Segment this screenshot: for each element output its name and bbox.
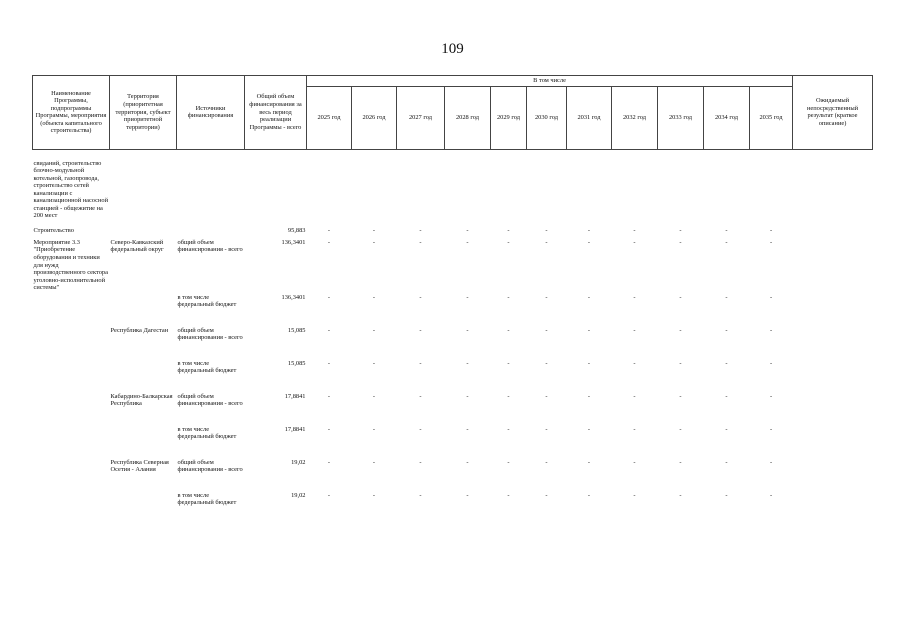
row-name-cell: [33, 326, 110, 359]
header-year: 2026 год: [352, 86, 397, 149]
row-year-cell: -: [507, 238, 510, 246]
row-year-cell: -: [372, 458, 376, 466]
row-year-cell: -: [466, 392, 469, 400]
header-name: Наименование Программы, подпрограммы Программы, мероприятия (объекта капитального строительства): [33, 76, 110, 150]
header-territory: Территория (приоритетная территория, субъект приоритетной территории): [110, 76, 177, 150]
header-total: Общий объем финансирования за весь период реализации Программы - всего: [245, 76, 307, 150]
table-row: [33, 326, 873, 359]
row-result-cell: [793, 458, 873, 491]
row-territory-cell: [110, 359, 177, 392]
row-year-cell: -: [725, 458, 728, 466]
row-year-cell: -: [679, 293, 682, 301]
row-year-cell: -: [633, 226, 636, 234]
row-year-cell: -: [466, 238, 469, 246]
row-year-cell: -: [633, 425, 636, 433]
row-result-cell: [793, 425, 873, 458]
row-total-cell: 136,3401: [281, 293, 306, 301]
row-year-cell: -: [507, 326, 510, 334]
row-year-cell: -: [507, 392, 510, 400]
row-territory-cell: [110, 293, 177, 326]
row-year-cell: -: [327, 326, 331, 334]
header-year: 2032 год: [612, 86, 658, 149]
row-year-cell: -: [545, 359, 548, 367]
table-row: [33, 392, 873, 425]
row-result-cell: [793, 293, 873, 326]
table-row: [33, 226, 873, 238]
row-territory-cell: [110, 226, 177, 238]
row-year-cell: -: [419, 392, 422, 400]
row-year-cell: -: [769, 226, 773, 234]
row-year-cell: -: [679, 238, 682, 246]
table-row: [33, 425, 873, 458]
row-year-cell: -: [419, 458, 422, 466]
row-year-cell: -: [466, 458, 469, 466]
row-total-cell: 95,883: [287, 226, 306, 234]
row-result-cell: [793, 238, 873, 293]
row-name-cell: [33, 293, 110, 326]
table-row: [33, 491, 873, 524]
row-name-cell: [33, 392, 110, 425]
row-source-cell: в том числе федеральный бюджет: [177, 491, 237, 507]
header-year: 2029 год: [491, 86, 527, 149]
row-name-cell: [33, 425, 110, 458]
row-year-cell: -: [466, 425, 469, 433]
row-year-cell: -: [507, 359, 510, 367]
row-year-cell: -: [679, 226, 682, 234]
row-year-cell: -: [545, 293, 548, 301]
row-total-cell: 19,02: [291, 458, 306, 466]
row-year-cell: -: [327, 238, 331, 246]
row-year-cell: -: [327, 392, 331, 400]
row-year-cell: -: [725, 293, 728, 301]
row-year-cell: -: [372, 293, 376, 301]
row-total-cell: 17,8841: [284, 425, 306, 433]
row-source-cell: в том числе федеральный бюджет: [177, 359, 237, 375]
row-year-cell: -: [419, 491, 422, 499]
row-year-cell: -: [679, 326, 682, 334]
header-year: 2031 год: [567, 86, 612, 149]
row-year-cell: -: [769, 425, 773, 433]
row-year-cell: -: [466, 359, 469, 367]
header-year: 2028 год: [445, 86, 491, 149]
financing-table: [32, 75, 873, 524]
row-result-cell: [793, 392, 873, 425]
row-year-cell: -: [507, 425, 510, 433]
row-year-cell: -: [545, 425, 548, 433]
row-territory-cell: Кабардино-Балкарская Республика: [110, 392, 173, 408]
row-territory-cell: Республика Дагестан: [110, 326, 169, 334]
row-territory-cell: Северо-Кавказский федеральный округ: [110, 238, 164, 254]
row-year-cell: -: [725, 491, 728, 499]
row-year-cell: -: [466, 226, 469, 234]
row-year-cell: -: [419, 226, 422, 234]
header-including: В том числе: [307, 76, 793, 87]
row-year-cell: -: [327, 425, 331, 433]
row-year-cell: -: [372, 425, 376, 433]
row-year-cell: -: [679, 359, 682, 367]
row-year-cell: -: [633, 293, 636, 301]
row-year-cell: -: [769, 326, 773, 334]
row-year-cell: -: [587, 326, 591, 334]
header-year: 2035 год: [750, 86, 793, 149]
row-year-cell: -: [327, 359, 331, 367]
row-year-cell: -: [587, 238, 591, 246]
row-year-cell: -: [372, 326, 376, 334]
row-year-cell: -: [679, 392, 682, 400]
row-year-cell: -: [419, 425, 422, 433]
row-year-cell: -: [507, 226, 510, 234]
row-total-cell: 15,085: [287, 326, 306, 334]
row-year-cell: -: [507, 458, 510, 466]
row-name-cell: Строительство: [33, 226, 74, 234]
row-result-cell: [793, 326, 873, 359]
row-year-cell: -: [769, 238, 773, 246]
row-year-cell: -: [587, 491, 591, 499]
row-source-cell: общий объем финансирования - всего: [177, 392, 243, 408]
header-year: 2025 год: [307, 86, 352, 149]
row-year-cell: -: [769, 458, 773, 466]
row-year-cell: -: [769, 359, 773, 367]
table-row: [33, 149, 873, 226]
row-year-cell: -: [466, 293, 469, 301]
row-year-cell: -: [725, 226, 728, 234]
row-name-cell: [33, 359, 110, 392]
row-year-cell: -: [372, 392, 376, 400]
row-year-cell: -: [725, 425, 728, 433]
row-year-cell: -: [419, 359, 422, 367]
row-territory-cell: [110, 425, 177, 458]
table-row: [33, 238, 873, 293]
row-year-cell: -: [679, 491, 682, 499]
row-year-cell: -: [725, 359, 728, 367]
header-year: 2030 год: [527, 86, 567, 149]
header-year: 2027 год: [397, 86, 445, 149]
table-row: [33, 458, 873, 491]
row-year-cell: -: [587, 458, 591, 466]
row-year-cell: -: [679, 458, 682, 466]
row-year-cell: -: [725, 326, 728, 334]
page-number: 109: [441, 41, 464, 57]
row-name-cell: [33, 491, 110, 524]
row-year-cell: -: [679, 425, 682, 433]
row-year-cell: -: [633, 238, 636, 246]
header-source: Источники финансирования: [177, 76, 245, 150]
table-row: [33, 293, 873, 326]
row-territory-cell: [110, 491, 177, 524]
row-year-cell: -: [545, 491, 548, 499]
row-year-cell: -: [587, 226, 591, 234]
table-row: [33, 359, 873, 392]
row-year-cell: -: [372, 359, 376, 367]
row-source-cell: общий объем финансирования - всего: [177, 326, 243, 342]
row-name-cell: [33, 458, 110, 491]
row-year-cell: -: [587, 392, 591, 400]
row-year-cell: -: [633, 326, 636, 334]
row-year-cell: -: [419, 326, 422, 334]
row-year-cell: -: [633, 359, 636, 367]
row-year-cell: -: [372, 226, 376, 234]
row-year-cell: -: [725, 392, 728, 400]
row-result-cell: [793, 491, 873, 524]
row-year-cell: -: [587, 359, 591, 367]
row-year-cell: -: [769, 293, 773, 301]
row-year-cell: -: [545, 226, 548, 234]
row-year-cell: -: [769, 491, 773, 499]
row-year-cell: -: [633, 491, 636, 499]
row-source-cell: [177, 226, 245, 238]
row-year-cell: -: [466, 326, 469, 334]
header-year: 2033 год: [658, 86, 704, 149]
row-result-cell: [793, 359, 873, 392]
row-year-cell: -: [327, 293, 331, 301]
row-total-cell: 15,085: [287, 359, 306, 367]
row-year-cell: -: [587, 293, 591, 301]
row-total-cell: 17,8841: [284, 392, 306, 400]
row-year-cell: -: [327, 491, 331, 499]
row-source-cell: в том числе федеральный бюджет: [177, 293, 237, 309]
row-name-cell: свиданий, строительство блочно-модульной котельной, газопровода, строительство сетей канализации с канализационной насосной станцией - общежитие на 200 мест: [33, 159, 109, 220]
row-year-cell: -: [507, 491, 510, 499]
row-year-cell: -: [545, 392, 548, 400]
table-body: [33, 149, 873, 524]
header-result: Ожидаемый непосредственный результат (краткое описание): [793, 76, 873, 150]
row-year-cell: -: [769, 392, 773, 400]
table-header: [33, 76, 873, 150]
header-year: 2034 год: [704, 86, 750, 149]
row-year-cell: -: [545, 238, 548, 246]
row-source-cell: общий объем финансирования - всего: [177, 458, 243, 474]
empty-cell: [110, 149, 873, 226]
row-year-cell: -: [466, 491, 469, 499]
row-year-cell: -: [327, 226, 331, 234]
row-territory-cell: Республика Северная Осетия - Алания: [110, 458, 169, 474]
row-source-cell: в том числе федеральный бюджет: [177, 425, 237, 441]
row-year-cell: -: [545, 458, 548, 466]
row-total-cell: 19,02: [291, 491, 306, 499]
row-year-cell: -: [587, 425, 591, 433]
row-year-cell: -: [372, 491, 376, 499]
row-name-cell: Мероприятие 3.3 "Приобретение оборудования и техники для нужд производственного сектора уголовно-исполнительной системы": [33, 238, 108, 292]
row-source-cell: общий объем финансирования - всего: [177, 238, 243, 254]
row-year-cell: -: [327, 458, 331, 466]
row-year-cell: -: [633, 392, 636, 400]
row-total-cell: 136,3401: [281, 238, 306, 246]
row-year-cell: -: [725, 238, 728, 246]
row-year-cell: -: [372, 238, 376, 246]
row-result-cell: [793, 226, 873, 238]
row-year-cell: -: [507, 293, 510, 301]
row-year-cell: -: [419, 238, 422, 246]
row-year-cell: -: [545, 326, 548, 334]
row-year-cell: -: [419, 293, 422, 301]
row-year-cell: -: [633, 458, 636, 466]
